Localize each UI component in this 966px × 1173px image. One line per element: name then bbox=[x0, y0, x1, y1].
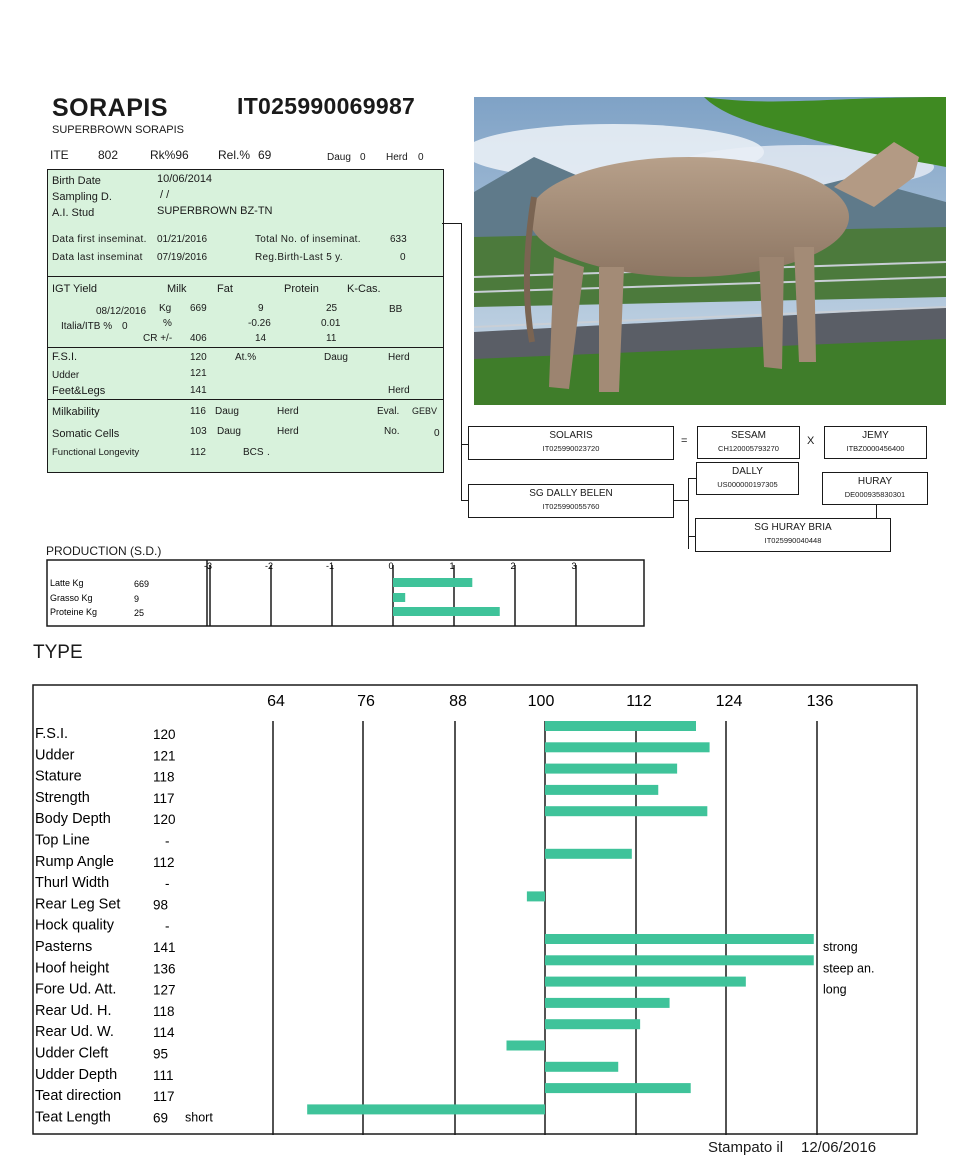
fsi-value: 120 bbox=[190, 352, 207, 363]
production-tick-label: -1 bbox=[325, 561, 335, 571]
production-tick-label: -3 bbox=[203, 561, 213, 571]
dam-box bbox=[468, 484, 674, 518]
production-row-label: Latte Kg bbox=[50, 578, 84, 588]
type-tick-label: 124 bbox=[715, 693, 743, 710]
type-trait-value: 118 bbox=[153, 1003, 175, 1019]
igt-pct-label: % bbox=[163, 318, 172, 329]
herd-value: 0 bbox=[418, 152, 424, 163]
type-tick-label: 76 bbox=[357, 693, 375, 710]
type-bar bbox=[545, 1062, 618, 1072]
feet-herd-label: Herd bbox=[388, 385, 410, 396]
type-bar bbox=[527, 891, 545, 901]
milkability-daug: Daug bbox=[215, 406, 239, 417]
milkability-herd: Herd bbox=[277, 406, 299, 417]
sire-name: SOLARIS bbox=[549, 430, 593, 441]
igt-kg-protein: 25 bbox=[326, 303, 338, 314]
igt-italia-value: 0 bbox=[122, 321, 128, 332]
no-value: 0 bbox=[434, 428, 440, 439]
type-trait-value: 98 bbox=[153, 897, 169, 913]
printed-label: Stampato il bbox=[708, 1139, 784, 1156]
udder-label: Udder bbox=[52, 370, 80, 381]
type-tick-label: 112 bbox=[626, 693, 652, 710]
birth-value: 10/06/2014 bbox=[157, 173, 213, 185]
type-trait-value: 118 bbox=[153, 769, 175, 785]
type-bar bbox=[307, 1104, 545, 1114]
type-bar bbox=[545, 955, 814, 965]
divider-igt bbox=[47, 276, 443, 277]
igt-italia-label: Italia/ITB % bbox=[61, 321, 113, 332]
ped-link-top bbox=[442, 223, 462, 224]
igt-col-kcas: K-Cas. bbox=[347, 283, 381, 295]
production-bar bbox=[393, 593, 405, 602]
sire-sire-id: CH120005793270 bbox=[718, 444, 779, 453]
igt-col-protein: Protein bbox=[284, 283, 319, 295]
igt-cr-label: CR +/- bbox=[143, 333, 173, 344]
reg-birth-label: Reg.Birth-Last 5 y. bbox=[255, 252, 343, 263]
ped-link-dam-right bbox=[673, 500, 688, 501]
herd-label: Herd bbox=[386, 152, 408, 163]
fsi-label: F.S.I. bbox=[52, 351, 78, 363]
registration-id: IT025990069987 bbox=[237, 93, 416, 119]
gebv-label: GEBV bbox=[412, 406, 438, 416]
no-label: No. bbox=[384, 426, 400, 437]
printed-date: 12/06/2016 bbox=[801, 1139, 877, 1156]
last-insem-value: 07/19/2016 bbox=[157, 252, 208, 263]
divider-fsi bbox=[47, 347, 443, 348]
igt-col-milk: Milk bbox=[167, 283, 187, 295]
type-trait-value: 114 bbox=[153, 1025, 175, 1041]
type-trait-value: - bbox=[165, 833, 170, 849]
type-tick-label: 88 bbox=[449, 693, 467, 710]
production-tick-label: 3 bbox=[571, 561, 577, 571]
dam-dam-name: SG HURAY BRIA bbox=[754, 522, 832, 533]
type-trait-value: 120 bbox=[153, 727, 176, 742]
milkability-label: Milkability bbox=[52, 406, 100, 418]
type-bar bbox=[545, 1083, 691, 1093]
type-bar bbox=[545, 764, 677, 774]
sire-id: IT025990023720 bbox=[542, 444, 600, 453]
ite-label: ITE bbox=[50, 148, 69, 162]
type-bar bbox=[545, 785, 658, 795]
bcs-value: . bbox=[267, 447, 270, 458]
fsi-herd-label: Herd bbox=[388, 352, 410, 363]
production-row-label: Grasso Kg bbox=[50, 593, 93, 603]
rk-value: Rk%96 bbox=[150, 148, 189, 162]
dam-dam-box bbox=[695, 518, 891, 552]
production-bar bbox=[393, 607, 500, 616]
feet-legs-label: Feet&Legs bbox=[52, 385, 106, 397]
sire-sire-name: SESAM bbox=[730, 430, 766, 441]
dam-dam-id: IT025990040448 bbox=[764, 536, 822, 545]
milkability-value: 116 bbox=[190, 406, 206, 417]
dam-dam-sire-id: DE000935830301 bbox=[844, 490, 906, 499]
type-trait-note: long bbox=[823, 982, 847, 997]
sire-dam-name: JEMY bbox=[862, 430, 889, 441]
stud-label: A.I. Stud bbox=[52, 207, 95, 219]
type-trait-value: 69 bbox=[153, 1110, 169, 1126]
type-trait-label: Hock quality bbox=[35, 917, 114, 934]
type-bar bbox=[506, 1041, 545, 1051]
type-trait-label: Body Depth bbox=[35, 811, 111, 828]
production-row-value: 25 bbox=[134, 608, 145, 618]
daug-label: Daug bbox=[327, 152, 351, 163]
scc-value: 103 bbox=[190, 426, 207, 437]
type-trait-value: 141 bbox=[153, 940, 176, 955]
type-title: TYPE bbox=[33, 642, 83, 663]
igt-pct-fat: -0.26 bbox=[248, 318, 271, 329]
igt-title: IGT Yield bbox=[52, 283, 98, 295]
type-bar bbox=[545, 721, 696, 731]
type-trait-label: Strength bbox=[35, 789, 90, 806]
type-trait-label: Udder bbox=[35, 747, 75, 764]
type-tick-label: 100 bbox=[527, 693, 555, 710]
divider-milk bbox=[47, 399, 443, 400]
type-bar bbox=[545, 934, 814, 944]
type-trait-label: Rump Angle bbox=[35, 853, 114, 870]
dam-id: IT025990055760 bbox=[542, 502, 600, 511]
production-row-value: 9 bbox=[134, 594, 140, 604]
type-trait-label: Hoof height bbox=[35, 960, 110, 977]
type-trait-label: Teat direction bbox=[35, 1088, 122, 1105]
igt-kg-label: Kg bbox=[159, 303, 172, 314]
igt-date: 08/12/2016 bbox=[96, 306, 147, 317]
ped-link-dam-sire bbox=[688, 478, 696, 479]
eval-label: Eval. bbox=[377, 406, 400, 417]
bcs-label: BCS bbox=[243, 447, 264, 458]
dam-sire-id: US000000197305 bbox=[717, 480, 778, 489]
sampling-value: / / bbox=[160, 189, 170, 201]
production-tick-label: 2 bbox=[510, 561, 516, 571]
longevity-value: 112 bbox=[190, 447, 206, 458]
type-trait-note: strong bbox=[823, 940, 858, 954]
type-bar bbox=[545, 806, 707, 816]
fsi-at-label: At.% bbox=[235, 352, 257, 363]
type-bar bbox=[545, 1019, 640, 1029]
type-trait-label: Thurl Width bbox=[35, 875, 110, 892]
bull-photo bbox=[474, 97, 946, 405]
type-trait-label: Stature bbox=[35, 768, 82, 785]
type-trait-value: - bbox=[165, 876, 170, 892]
first-insem-value: 01/21/2016 bbox=[157, 234, 208, 245]
sire-dam-box bbox=[824, 426, 927, 459]
igt-kg-milk: 669 bbox=[190, 303, 207, 314]
production-title: PRODUCTION (S.D.) bbox=[46, 544, 162, 558]
dam-dam-sire-box bbox=[822, 472, 928, 505]
type-trait-note: short bbox=[185, 1110, 213, 1125]
type-trait-value: 117 bbox=[153, 790, 175, 806]
type-trait-value: 95 bbox=[153, 1046, 169, 1062]
type-tick-label: 64 bbox=[267, 693, 285, 710]
type-trait-label: Pasterns bbox=[35, 939, 93, 955]
type-chart bbox=[32, 684, 919, 1136]
production-tick-label: -2 bbox=[264, 561, 274, 571]
type-bar bbox=[545, 998, 670, 1008]
igt-pct-protein: 0.01 bbox=[321, 318, 341, 329]
production-tick-label: 1 bbox=[449, 561, 455, 571]
udder-value: 121 bbox=[190, 368, 207, 379]
type-trait-value: 120 bbox=[153, 812, 176, 828]
production-row-label: Proteine Kg bbox=[50, 607, 98, 617]
igt-cr-protein: 11 bbox=[326, 333, 337, 344]
type-trait-value: 112 bbox=[153, 854, 175, 870]
type-trait-label: Udder Depth bbox=[35, 1066, 118, 1083]
type-trait-value: 121 bbox=[153, 748, 176, 764]
scc-label: Somatic Cells bbox=[52, 428, 120, 440]
type-trait-value: 127 bbox=[153, 982, 176, 998]
type-trait-note: steep an. bbox=[823, 961, 875, 976]
rel-value: 69 bbox=[258, 148, 272, 162]
dam-dam-sire-name: HURAY bbox=[857, 476, 893, 487]
type-trait-value: 136 bbox=[153, 961, 176, 977]
sire-sire-box bbox=[697, 426, 800, 459]
full-name: SUPERBROWN SORAPIS bbox=[52, 124, 185, 136]
ped-link-huray bbox=[876, 504, 877, 519]
type-trait-label: Rear Ud. W. bbox=[35, 1024, 114, 1041]
production-chart bbox=[46, 559, 646, 629]
igt-kcas-value: BB bbox=[389, 304, 403, 315]
fsi-daug-label: Daug bbox=[324, 352, 348, 363]
igt-cr-milk: 406 bbox=[190, 333, 207, 344]
type-trait-value: 111 bbox=[153, 1067, 174, 1083]
total-insem-value: 633 bbox=[390, 234, 407, 245]
production-row-value: 669 bbox=[134, 579, 150, 589]
stud-value: SUPERBROWN BZ-TN bbox=[157, 205, 273, 217]
production-tick-label: 0 bbox=[388, 561, 394, 571]
longevity-label: Functional Longevity bbox=[52, 447, 140, 458]
type-trait-label: Fore Ud. Att. bbox=[35, 981, 117, 998]
type-bar bbox=[545, 742, 710, 752]
ped-link-dam-v bbox=[688, 478, 689, 549]
igt-cr-fat: 14 bbox=[255, 333, 267, 344]
sampling-label: Sampling D. bbox=[52, 191, 112, 203]
type-trait-label: Top Line bbox=[35, 832, 90, 849]
type-bar bbox=[545, 977, 746, 987]
reg-birth-value: 0 bbox=[400, 252, 406, 263]
birth-label: Birth Date bbox=[52, 175, 101, 187]
type-trait-label: Teat Length bbox=[35, 1109, 111, 1126]
type-trait-label: Rear Leg Set bbox=[35, 896, 121, 913]
sire-box bbox=[468, 426, 674, 460]
ite-value: 802 bbox=[98, 148, 119, 162]
igt-col-fat: Fat bbox=[217, 283, 233, 295]
type-trait-label: F.S.I. bbox=[35, 726, 69, 742]
sire-dam-id: ITBZ0000456400 bbox=[846, 444, 905, 453]
daug-value: 0 bbox=[360, 152, 366, 163]
last-insem-label: Data last inseminat bbox=[52, 252, 143, 263]
total-insem-label: Total No. of inseminat. bbox=[255, 234, 361, 245]
type-trait-value: 117 bbox=[153, 1089, 175, 1105]
dam-sire-name: DALLY bbox=[732, 466, 763, 477]
scc-daug: Daug bbox=[217, 426, 241, 437]
feet-legs-value: 141 bbox=[190, 385, 207, 396]
type-trait-label: Udder Cleft bbox=[35, 1045, 109, 1062]
equals-sign: = bbox=[681, 435, 688, 447]
igt-kg-fat: 9 bbox=[258, 303, 264, 314]
dam-name: SG DALLY BELEN bbox=[529, 488, 613, 499]
type-tick-label: 136 bbox=[806, 693, 834, 710]
cross-sign: X bbox=[807, 435, 815, 447]
ped-link-vertical bbox=[461, 223, 462, 501]
type-bar bbox=[545, 849, 632, 859]
dam-sire-box bbox=[696, 462, 799, 495]
first-insem-label: Data first inseminat. bbox=[52, 234, 147, 245]
scc-herd: Herd bbox=[277, 426, 299, 437]
bull-name: SORAPIS bbox=[52, 94, 169, 122]
type-trait-value: - bbox=[165, 918, 170, 934]
rel-label: Rel.% bbox=[218, 148, 251, 162]
production-bar bbox=[393, 578, 472, 587]
type-trait-label: Rear Ud. H. bbox=[35, 1002, 112, 1019]
